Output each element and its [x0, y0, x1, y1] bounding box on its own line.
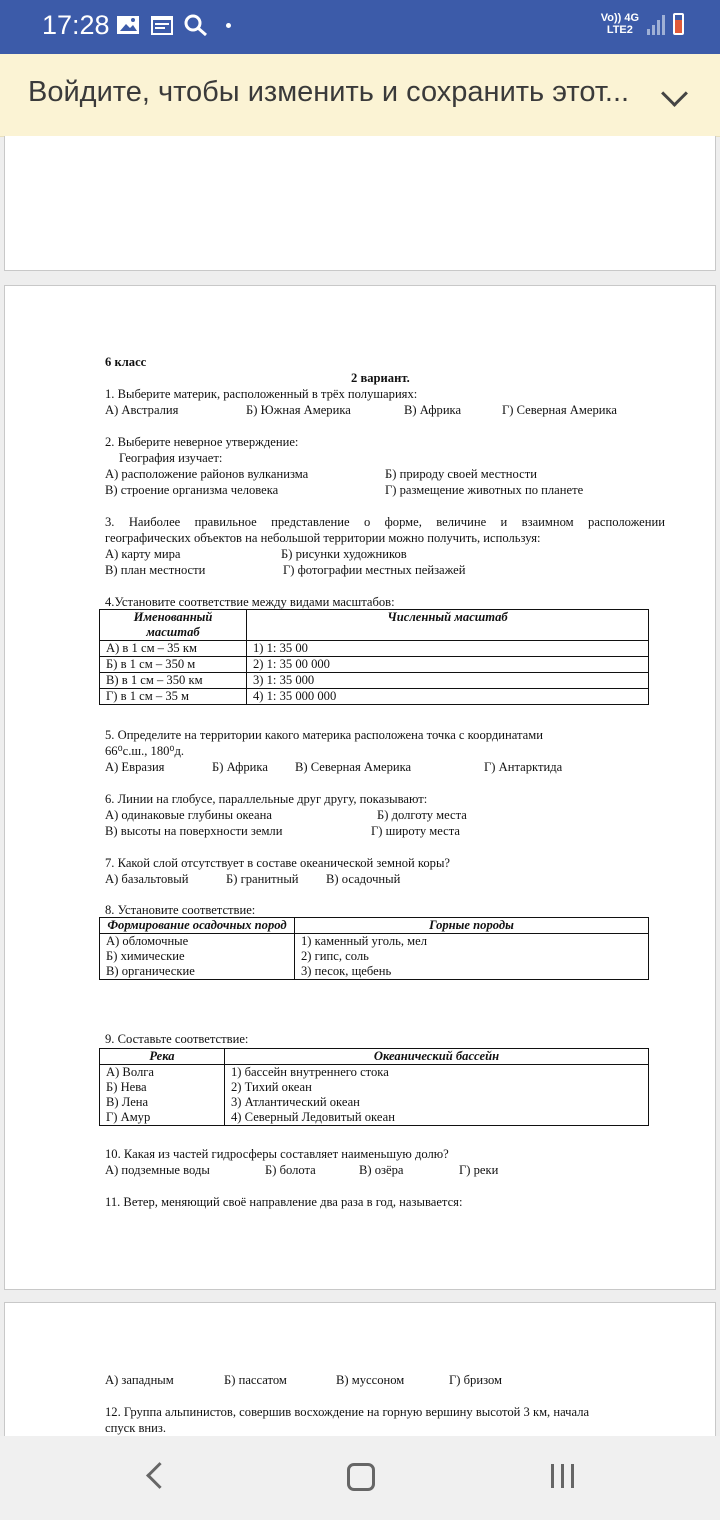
q7-option-a: А) базальтовый — [105, 872, 189, 886]
q1-option-c: В) Африка — [404, 403, 462, 417]
q2-option-d: Г) размещение животных по планете — [385, 483, 584, 497]
q1-text: 1. Выберите материк, расположенный в трёх полушариях: — [105, 387, 418, 401]
q3-line1: 3. Наиболее правильное представление о форме, величине и взаимном расположении — [105, 515, 665, 529]
back-icon[interactable] — [146, 1462, 173, 1489]
table-row: А) обломочные 1) каменный уголь, мел — [100, 934, 649, 950]
q10-option-c: В) озёра — [359, 1163, 404, 1177]
table-row: В) органические 3) песок, щебень — [100, 964, 649, 980]
q4-table — [99, 609, 649, 705]
q5-option-b: Б) Африка — [212, 760, 268, 774]
q7-text: 7. Какой слой отсутствует в составе океанической земной коры? — [105, 856, 451, 870]
q9-table — [99, 1048, 649, 1126]
q6-text: 6. Линии на глобусе, параллельные друг другу, показывают: — [105, 792, 428, 806]
q12-line2: спуск вниз. — [105, 1421, 167, 1435]
table-row: В) Лена 3) Атлантический океан — [100, 1095, 649, 1110]
table-row: Б) химические 2) гипс, соль — [100, 949, 649, 964]
q2-sub: География изучает: — [119, 451, 223, 465]
q8-col1-header: Формирование осадочных пород — [100, 918, 295, 934]
table-row: Б) Нева 2) Тихий океан — [100, 1080, 649, 1095]
q7-option-c: В) осадочный — [326, 872, 401, 886]
q10-option-d: Г) реки — [459, 1163, 499, 1177]
battery-icon — [673, 13, 684, 35]
q8-table — [99, 917, 649, 980]
q9-text: 9. Составьте соответствие: — [105, 1032, 249, 1046]
chevron-down-icon[interactable] — [661, 80, 688, 107]
q1-option-d: Г) Северная Америка — [502, 403, 618, 417]
banner-text: Войдите, чтобы изменить и сохранить этот... — [28, 76, 630, 108]
q10-option-a: А) подземные воды — [105, 1163, 210, 1177]
q3-line2: географических объектов на небольшой территории можно получить, используя: — [105, 531, 541, 545]
notification-icons — [116, 14, 231, 36]
sign-in-banner[interactable] — [0, 54, 720, 137]
q12-line1: 12. Группа альпинистов, совершив восхождение на горную вершину высотой 3 км, начала — [105, 1405, 590, 1419]
q4-text: 4.Установите соответствие между видами масштабов: — [105, 595, 395, 609]
q10-option-b: Б) болота — [265, 1163, 316, 1177]
variant-title: 2 вариант. — [351, 371, 410, 385]
q3-option-c: В) план местности — [105, 563, 206, 577]
q3-option-d: Г) фотографии местных пейзажей — [283, 563, 466, 577]
q11-option-b: Б) пассатом — [224, 1373, 287, 1387]
home-icon[interactable] — [347, 1463, 375, 1491]
q5-line1: 5. Определите на территории какого материка расположена точка с координатами — [105, 728, 543, 742]
document-page-next — [4, 1302, 716, 1437]
q2-option-a: А) расположение районов вулканизма — [105, 467, 309, 481]
system-icons — [601, 12, 684, 36]
q7-option-b: Б) гранитный — [226, 872, 299, 886]
q8-text: 8. Установите соответствие: — [105, 903, 256, 917]
table-row: В) в 1 см – 350 км 3) 1: 35 000 — [100, 673, 649, 689]
table-row: Б) в 1 см – 350 м 2) 1: 35 00 000 — [100, 657, 649, 673]
status-time: 17:28 — [42, 10, 110, 40]
q11-text: 11. Ветер, меняющий своё направление два раза в год, называется: — [105, 1195, 463, 1209]
table-row: Г) Амур 4) Северный Ледовитый океан — [100, 1110, 649, 1126]
network-indicator: Vo)) 4G LTE2 — [600, 12, 639, 36]
q2-option-c: В) строение организма человека — [105, 483, 279, 497]
table-row: А) Волга 1) бассейн внутреннего стока — [100, 1065, 649, 1081]
q11-option-d: Г) бризом — [449, 1373, 502, 1387]
signal-icon — [647, 13, 665, 35]
q10-text: 10. Какая из частей гидросферы составляет наименьшую долю? — [105, 1147, 449, 1161]
q5-option-d: Г) Антарктида — [484, 760, 563, 774]
q9-col2-header: Океанический бассейн — [225, 1049, 649, 1065]
document-page-previous — [4, 136, 716, 271]
q6-option-c: В) высоты на поверхности земли — [105, 824, 283, 838]
q5-option-a: А) Евразия — [105, 760, 165, 774]
status-bar — [0, 0, 720, 54]
table-row: Г) в 1 см – 35 м 4) 1: 35 000 000 — [100, 689, 649, 705]
q8-col2-header: Горные породы — [295, 918, 649, 934]
q6-option-d: Г) широту места — [371, 824, 460, 838]
q9-col1-header: Река — [100, 1049, 225, 1065]
recent-apps-icon[interactable] — [551, 1464, 574, 1488]
q4-col2-header: Численный масштаб — [247, 610, 649, 641]
q3-option-b: Б) рисунки художников — [281, 547, 407, 561]
document-page — [4, 285, 716, 1290]
image-icon — [116, 14, 140, 36]
q5-line2: 66⁰с.ш., 180⁰д. — [105, 744, 185, 758]
q1-option-a: А) Австралия — [105, 403, 179, 417]
calendar-icon — [150, 14, 174, 36]
q1-option-b: Б) Южная Америка — [246, 403, 351, 417]
q4-col1-header: Именованный масштаб — [100, 610, 247, 641]
table-row: А) в 1 см – 35 км 1) 1: 35 00 — [100, 641, 649, 657]
q5-option-c: В) Северная Америка — [295, 760, 412, 774]
q11-option-a: А) западным — [105, 1373, 174, 1387]
q6-option-b: Б) долготу места — [377, 808, 467, 822]
navigation-bar — [0, 1436, 720, 1520]
q6-option-a: А) одинаковые глубины океана — [105, 808, 272, 822]
search-icon — [184, 14, 208, 36]
grade-title: 6 класс — [105, 355, 147, 369]
more-notifications-dot — [226, 23, 231, 28]
q3-option-a: А) карту мира — [105, 547, 181, 561]
q2-text: 2. Выберите неверное утверждение: — [105, 435, 299, 449]
q11-option-c: В) муссоном — [336, 1373, 405, 1387]
q2-option-b: Б) природу своей местности — [385, 467, 537, 481]
